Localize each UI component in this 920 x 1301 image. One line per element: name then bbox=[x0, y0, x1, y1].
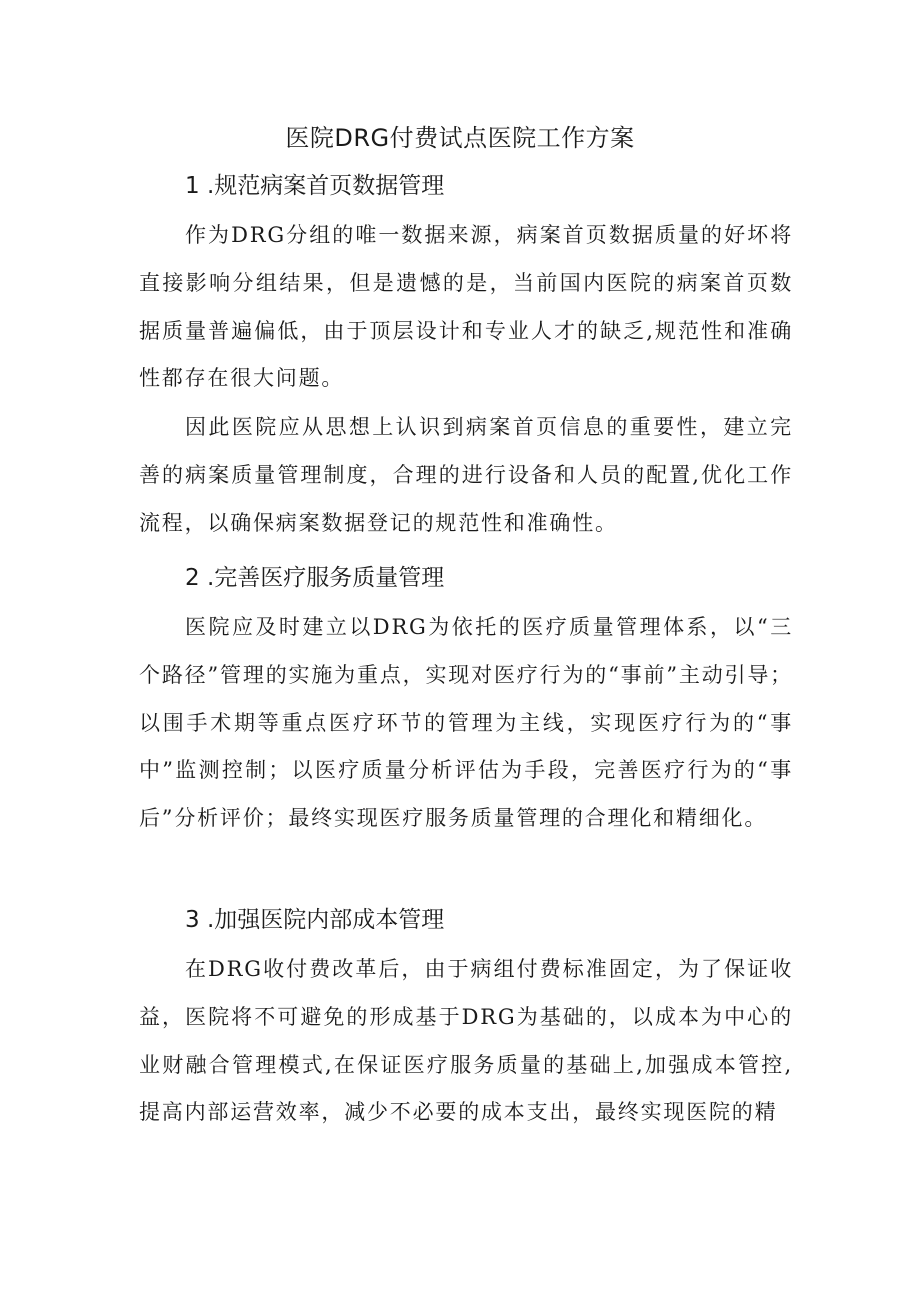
section-1-paragraph-2: 因此医院应从思想上认识到病案首页信息的重要性，建立完善的病案质量管理制度，合理的进行设备和人员的配置,优化工作流程，以确保病案数据登记的规范性和准确性。 bbox=[139, 415, 793, 535]
document-title: 医院DRG付费试点医院工作方案 bbox=[285, 124, 635, 152]
section-heading-2: 2 .完善医疗服务质量管理 bbox=[185, 565, 445, 591]
section-heading-3: 3 .加强医院内部成本管理 bbox=[185, 907, 445, 933]
section-heading-1: 1 .规范病案首页数据管理 bbox=[185, 173, 445, 199]
section-3-paragraph-1: 在DRG收付费改革后，由于病组付费标准固定，为了保证收益，医院将不可避免的形成基于DRG为基础的，以成本为中心的业财融合管理模式,在保证医疗服务质量的基础上,加强成本管控,提高内部运营效率，减少不必要的成本支出，最终实现医院的精 bbox=[139, 957, 793, 1125]
section-2-paragraph-1: 医院应及时建立以DRG为依托的医疗质量管理体系，以“三个路径”管理的实施为重点，实现对医疗行为的“事前”主动引导；以围手术期等重点医疗环节的管理为主线，实现医疗行为的“事中”监测控制；以医疗质量分析评估为手段，完善医疗行为的“事后”分析评价；最终实现医疗服务质量管理的合理化和精细化。 bbox=[139, 615, 793, 831]
section-1-paragraph-1: 作为DRG分组的唯一数据来源，病案首页数据质量的好坏将直接影响分组结果，但是遗憾的是，当前国内医院的病案首页数据质量普遍偏低，由于顶层设计和专业人才的缺乏,规范性和准确性都存在很大问题。 bbox=[139, 223, 793, 391]
